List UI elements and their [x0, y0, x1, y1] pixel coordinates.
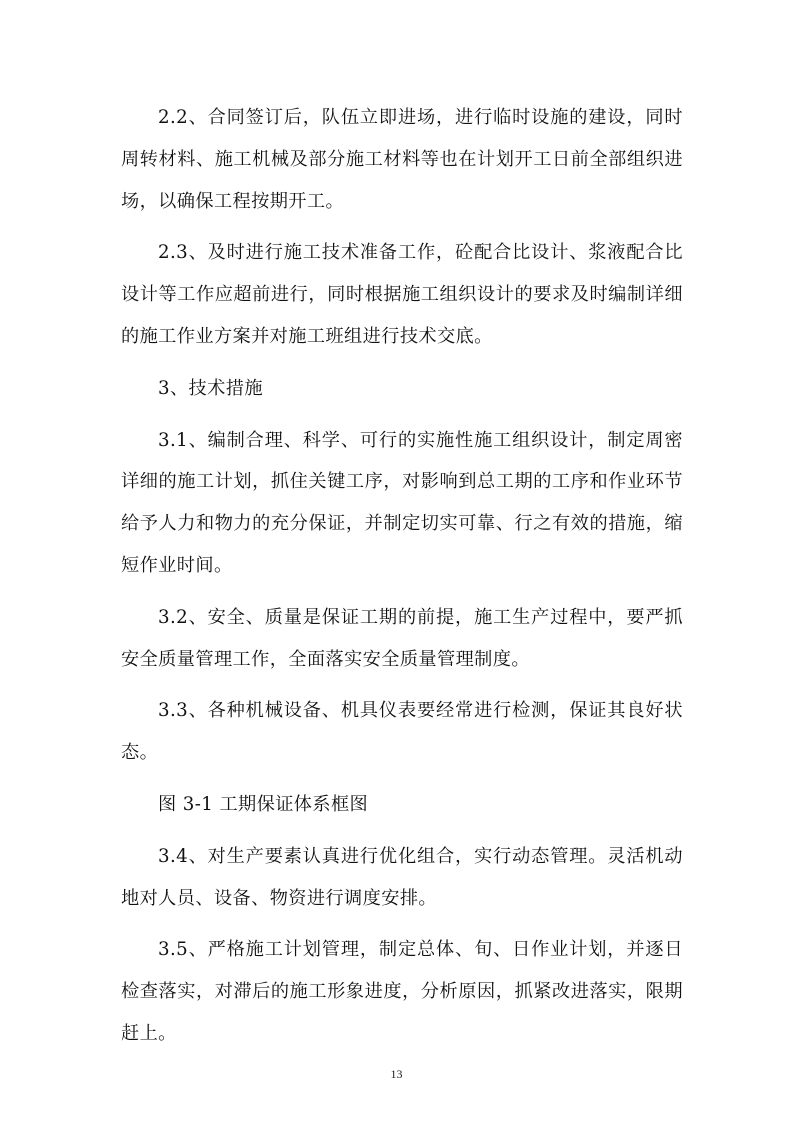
paragraph-3-4: 3.4、对生产要素认真进行优化组合，实行动态管理。灵活机动地对人员、设备、物资进行调度安排。	[121, 845, 683, 909]
paragraph-2-3: 2.3、及时进行施工技术准备工作，砼配合比设计、浆液配合比设计等工作应超前进行，同时根据施工组织设计的要求及时编制详细的施工作业方案并对施工班组进行技术交底。	[121, 242, 683, 347]
section-heading-3: 3、技术措施	[158, 377, 263, 399]
paragraph-3-2: 3.2、安全、质量是保证工期的前提，施工生产过程中，要严抓安全质量管理工作，全面落实安全质量管理制度。	[121, 606, 683, 670]
paragraph-3-3: 3.3、各种机械设备、机具仪表要经常进行检测，保证其良好状态。	[121, 700, 683, 764]
page-number: 13	[390, 1067, 403, 1081]
paragraph-3-5: 3.5、严格施工计划管理，制定总体、旬、日作业计划，并逐日检查落实，对滞后的施工形象进度，分析原因，抓紧改进落实，限期赶上。	[121, 939, 683, 1044]
paragraph-2-2: 2.2、合同签订后，队伍立即进场，进行临时设施的建设，同时周转材料、施工机械及部分施工材料等也在计划开工日前全部组织进场，以确保工程按期开工。	[121, 107, 683, 212]
paragraph-3-1: 3.1、编制合理、科学、可行的实施性施工组织设计，制定周密详细的施工计划，抓住关键工序，对影响到总工期的工序和作业环节给予人力和物力的充分保证，并制定切实可靠、行之有效的措施，缩短作业时间。	[121, 429, 683, 576]
figure-caption: 图 3-1 工期保证体系框图	[158, 793, 369, 815]
document-body	[121, 97, 683, 1065]
